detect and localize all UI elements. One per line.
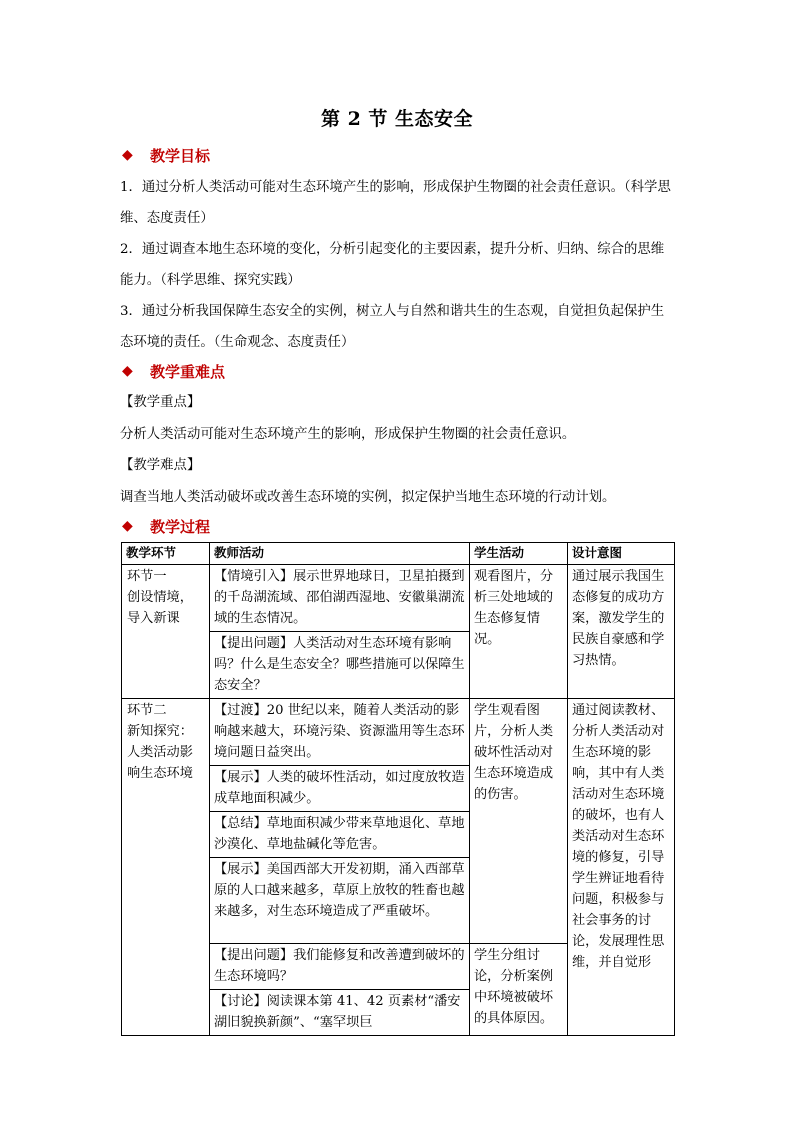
difficult-point-text: 调查当地人类活动破坏或改善生态环境的实例，拟定保护当地生态环境的行动计划。 — [120, 490, 616, 505]
teacher-activity: 【情境引入】展示世界地球日，卫星拍摄到的千岛湖流域、邵伯湖西湿地、安徽巢湖流域的生态情况。 — [210, 565, 470, 632]
diamond-icon: ◆ — [122, 147, 133, 163]
difficult-point-label: 【教学难点】 — [120, 458, 201, 473]
page-title: 第 2 节 生态安全 — [320, 108, 474, 130]
teaching-process-table — [121, 542, 675, 1036]
objective-item: 1．通过分析人类活动可能对生态环境产生的影响，形成保护生物圈的社会责任意识。（科学思维、态度责任） — [120, 180, 671, 226]
design-intent: 通过展示我国生态修复的成功方案，激发学生的民族自豪感和学习热情。 — [568, 565, 675, 699]
section-label: 教学过程 — [150, 517, 211, 536]
section-label: 教学目标 — [150, 146, 211, 165]
column-header: 设计意图 — [568, 543, 675, 565]
teacher-activity: 【提出问题】我们能修复和改善遭到破坏的生态环境吗？ — [210, 944, 470, 990]
teacher-activity: 【展示】美国西部大开发初期，涌入西部草原的人口越来越多，草原上放牧的牲畜也越来越多，对生态环境造成了严重破坏。 — [210, 858, 470, 944]
table-row — [122, 699, 675, 766]
section-label: 教学重难点 — [150, 362, 226, 381]
teacher-activity: 【提出问题】人类活动对生态环境有影响吗？什么是生态安全？哪些措施可以保障生态安全？ — [210, 632, 470, 699]
table-header-row — [122, 543, 675, 565]
objective-item: 2．通过调查本地生态环境的变化，分析引起变化的主要因素，提升分析、归纳、综合的思维能力。（科学思维、探究实践） — [120, 242, 665, 288]
teacher-activity: 【过渡】20 世纪以来，随着人类活动的影响越来越大，环境污染、资源滥用等生态环境问题日益突出。 — [210, 699, 470, 766]
key-point-text: 分析人类活动可能对生态环境产生的影响，形成保护生物圈的社会责任意识。 — [120, 427, 576, 442]
key-point-label: 【教学重点】 — [120, 395, 201, 410]
section-heading-keypoints — [122, 359, 225, 383]
column-header: 教师活动 — [210, 543, 470, 565]
teacher-activity: 【讨论】阅读课本第 41、42 页素材“潘安湖旧貌换新颜”、“塞罕坝巨 — [210, 990, 470, 1036]
student-activity: 学生分组讨论，分析案例中环境被破坏的具体原因。 — [470, 944, 568, 1036]
design-intent: 通过阅读教材、分析人类活动对生态环境的影响，其中有人类活动对生态环境的破坏，也有人类活动对生态环境的修复，引导学生辨证地看待问题，积极参与社会事务的讨论，发展理性思维，并自觉形 — [568, 699, 675, 1036]
section-heading-process — [122, 514, 210, 538]
diamond-icon: ◆ — [122, 518, 133, 534]
teacher-activity: 【展示】人类的破坏性活动，如过度放牧造成草地面积减少。 — [210, 766, 470, 812]
column-header: 学生活动 — [470, 543, 568, 565]
student-activity: 观看图片，分析三处地域的生态修复情况。 — [470, 565, 568, 699]
table-row — [122, 565, 675, 632]
section-heading-objectives — [122, 143, 210, 167]
teacher-activity: 【总结】草地面积减少带来草地退化、草地沙漠化、草地盐碱化等危害。 — [210, 812, 470, 858]
student-activity: 学生观看图片，分析人类破坏性活动对生态环境造成的伤害。 — [470, 699, 568, 944]
step-name: 环节二 新知探究： 人类活动影响生态环境 — [122, 699, 210, 1036]
step-name: 环节一 创设情境， 导入新课 — [122, 565, 210, 699]
diamond-icon: ◆ — [122, 363, 133, 379]
column-header: 教学环节 — [122, 543, 210, 565]
objective-item: 3．通过分析我国保障生态安全的实例，树立人与自然和谐共生的生态观，自觉担负起保护生态环境的责任。（生命观念、态度责任） — [120, 304, 665, 350]
